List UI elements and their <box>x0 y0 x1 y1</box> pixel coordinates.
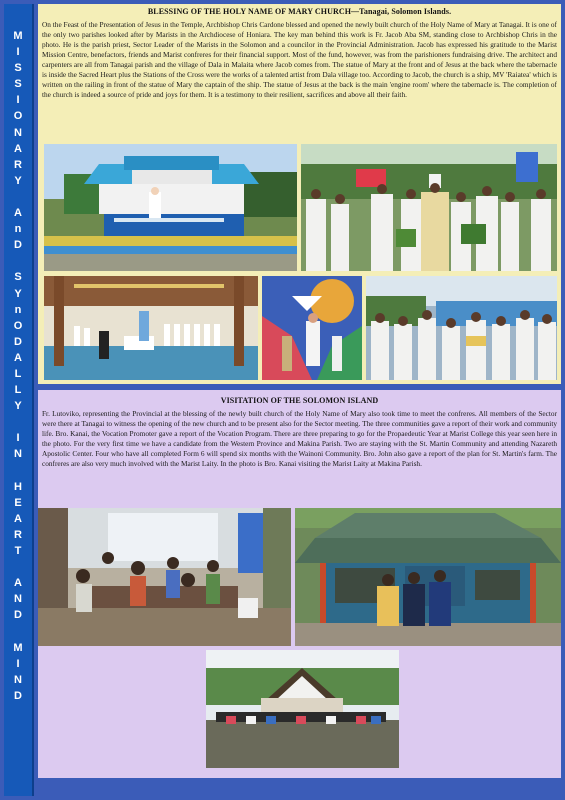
sidebar-letter <box>16 189 19 205</box>
sidebar-letter: H <box>14 480 22 493</box>
sidebar-letter: T <box>14 545 22 557</box>
sidebar-letter: Y <box>14 174 22 187</box>
sidebar-letter: R <box>14 528 22 541</box>
meeting-photo <box>38 508 291 646</box>
sidebar-letter: E <box>14 496 22 509</box>
sidebar-letter: S <box>14 78 22 91</box>
clergy-procession-photo <box>301 144 557 271</box>
sidebar-letter: D <box>14 335 22 348</box>
sidebar-letter: N <box>14 448 22 461</box>
sidebar-letter: O <box>13 110 23 123</box>
sidebar-letter: A <box>14 142 22 155</box>
sidebar-letter: I <box>16 94 20 107</box>
sidebar-letter: A <box>14 207 22 220</box>
candidates-photo <box>295 508 561 646</box>
sidebar-letter: Y <box>14 287 22 300</box>
sidebar-letter: I <box>16 432 20 445</box>
mural-photo <box>262 276 362 380</box>
section-title: VISITATION OF THE SOLOMON ISLAND <box>220 396 379 405</box>
sidebar-letter <box>16 559 19 575</box>
sidebar-letter <box>16 623 19 639</box>
sidebar-letter: I <box>16 46 20 59</box>
sidebar-letter: S <box>14 62 22 75</box>
sidebar-letter: D <box>14 239 22 252</box>
sidebar-letter: n <box>14 303 22 316</box>
section-body-text: Fr. Lutoviko, representing the Provincial at the blessing of the newly built church of the Holy Name of Mary also took time to meet the confreres. All members of the Sector were there at Tanagai to witness the opening of the new church and to be present also for the Sector meeting. The three communities gave a report of their work and community life. Bro. Kanai, the Vocation Promoter gave a report of the Vocation Program. There are three preparing to go for the Propaedeutic Year at Marist College this year seen here in the photo. For the very first time we have a candidate from the Western Province and Makina Parish. Two are staying with the St. Martin Community and attending Nazareth Apostolic Center. Four who have all completed Form 6 will spend six months with the Wainoni Community. Bro. John also gave a report of the plan for St. Martin's farm. The confreres are also very much involved with the Marist Laity. In the photo is Bro. Kanai visiting the Marist Laity at Makina Parish. <box>42 409 557 468</box>
sidebar-letter: M <box>13 641 23 654</box>
sidebar-letter <box>16 253 19 269</box>
sidebar-letter: N <box>14 673 22 686</box>
section-body-text: On the Feast of the Presentation of Jesus in the Temple, Archbishop Chris Cardone blessed and opened the newly built church of the Holy Name of Mary at Tanagai. It is one of the only two parishes looked after by Marists in the Archdiocese of Honiara. The key man behind this work is Fr. Jacob Aba SM, standing close to Archbishop Chris in the photo. He is the parish priest, Sector Leader of the Marists in the Solomon and a councilor in the Provincial Administration. Jacob has expressed his gratitude to the Marist Mission Centre, benefactors, friends and Marist confreres for their financial support. Most of the fund, however, was from the parishioners fundraising drive. The architect and carpenters are all from Tanagai parish and the village of Dala in Malaita where Jacob comes from. The statue of Mary at the front and of Jesus at the back where the tabernacle is inside the Sacred Heart plus the Stations of the Cross were the works of a talented artist from Dala village too. According to Jacob, the church is a ship, MV 'Raiatea' which is written on the railing in front of the statue of Mary the captain of the ship. The statue of Jesus at the back is the main 'engine room' where the tabernacle is. The completion of the church is indeed a source of pride and joys for them. It is a testimony to their resilient, sacrifices and above all their faith. <box>42 20 557 99</box>
section-title: BLESSING OF THE HOLY NAME OF MARY CHURCH—Tanagai, Solomon Islands. <box>147 7 452 16</box>
sidebar-letter: R <box>14 158 22 171</box>
sidebar-vertical-text <box>4 4 34 796</box>
sidebar-letter: I <box>16 657 20 670</box>
sidebar-letter: Y <box>14 400 22 413</box>
sidebar-letter: N <box>14 593 22 606</box>
sidebar-letter <box>16 414 19 430</box>
sidebar-letter: D <box>14 609 22 622</box>
sidebar-letter: D <box>14 689 22 702</box>
sidebar-letter <box>16 463 19 479</box>
sidebar-letter: n <box>14 223 22 236</box>
sidebar-letter: A <box>14 577 22 590</box>
sidebar-letter: A <box>14 512 22 525</box>
church-interior-photo <box>44 276 258 380</box>
marist-laity-photo <box>206 650 399 768</box>
sidebar-letter: N <box>14 126 22 139</box>
sidebar-letter: L <box>14 367 22 380</box>
sidebar-letter: L <box>14 384 22 397</box>
church-exterior-photo <box>44 144 297 271</box>
sidebar-letter: S <box>14 271 22 284</box>
church-blessing-section <box>38 4 561 384</box>
sidebar-letter: M <box>13 30 23 42</box>
sidebar-letter: O <box>13 319 23 332</box>
clergy-group-photo <box>366 276 557 380</box>
sidebar-letter: A <box>14 351 22 364</box>
visitation-section <box>38 390 561 778</box>
